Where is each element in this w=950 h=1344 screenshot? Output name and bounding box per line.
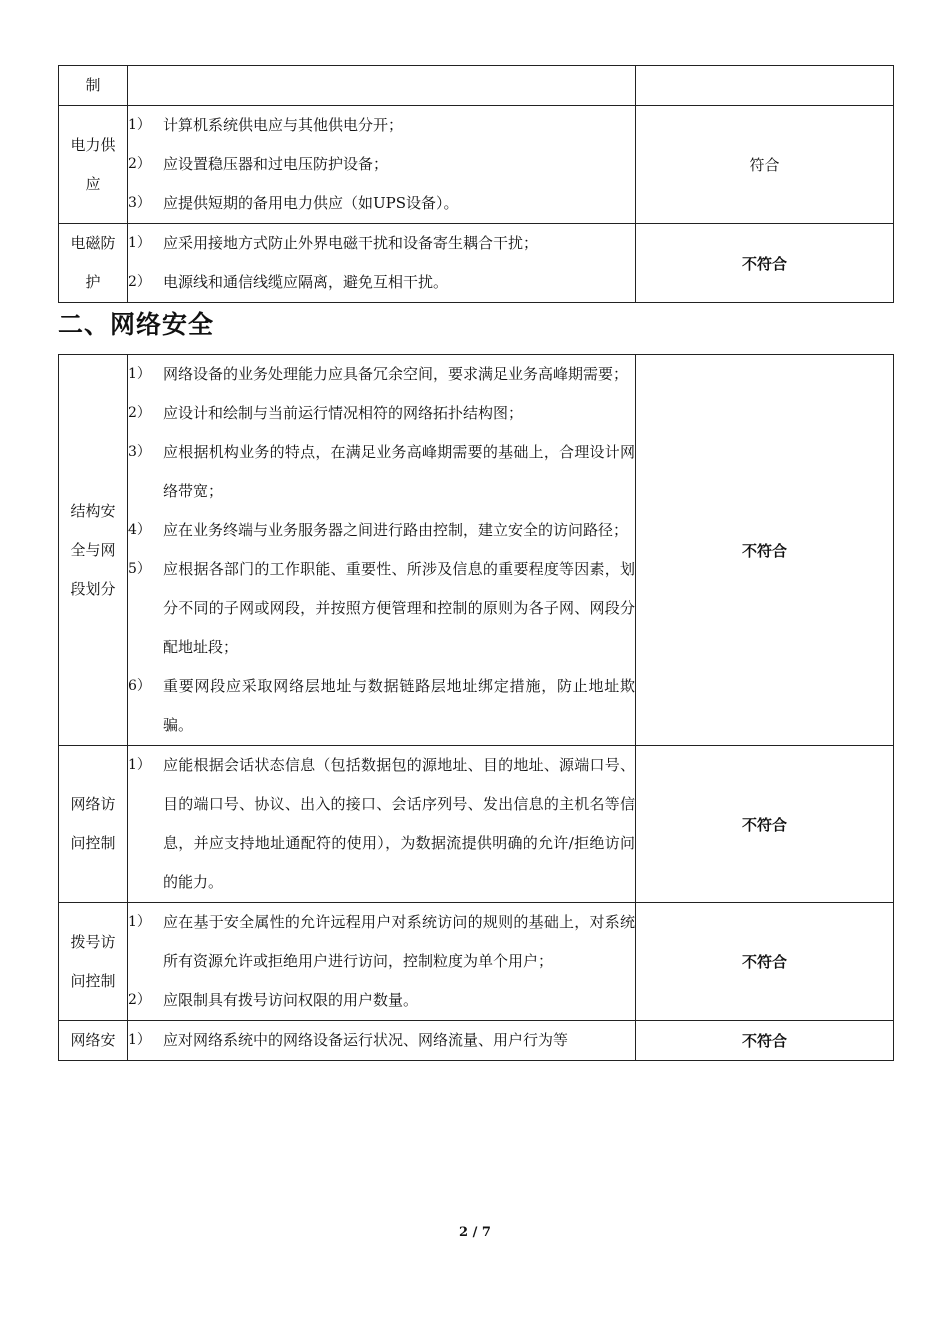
item-number: 1） (128, 117, 151, 133)
verdict-label: 不符合 (741, 1032, 787, 1050)
item-number: 1） (128, 1032, 151, 1048)
item-text: 应采用接地方式防止外界电磁干扰和设备寄生耦合干扰； (163, 234, 539, 252)
item-text: 应限制具有拨号访问权限的用户数量。 (163, 991, 419, 1009)
verdict-cell (636, 224, 894, 303)
requirement-item (128, 667, 635, 745)
item-number: 1） (128, 235, 151, 251)
item-text: 应提供短期的备用电力供应（如UPS设备）。 (163, 194, 459, 212)
item-text: 应设计和绘制与当前运行情况相符的网络拓扑结构图； (163, 404, 524, 422)
category-label: 网络访问控制 (70, 795, 116, 852)
network-security-table (58, 354, 894, 1061)
verdict-label: 不符合 (741, 541, 787, 560)
requirements-cell (128, 66, 636, 106)
category-label: 电力供应 (70, 135, 116, 193)
requirement-item (128, 981, 635, 1020)
item-text: 应对网络系统中的网络设备运行状况、网络流量、用户行为等 (163, 1031, 569, 1049)
item-text: 应能根据会话状态信息（包括数据包的源地址、目的地址、源端口号、目的端口号、协议、出入的接口、会话序列号、发出信息的主机名等信息，并应支持地址通配符的使用），为数据流提供明确的允许/拒绝访问的能力。 (163, 756, 635, 891)
item-number: 3） (128, 444, 151, 460)
verdict-cell (636, 746, 894, 903)
requirement-item (128, 106, 635, 145)
requirements-cell (128, 1021, 636, 1061)
item-text: 应在业务终端与业务服务器之间进行路由控制，建立安全的访问路径； (163, 521, 629, 539)
table-row (59, 903, 894, 1021)
item-text: 计算机系统供电应与其他供电分开； (163, 116, 404, 134)
verdict-label: 不符合 (741, 953, 787, 971)
category-cell (59, 66, 128, 106)
requirement-item (128, 746, 635, 902)
category-cell (59, 746, 128, 903)
item-number: 5） (128, 561, 151, 577)
page-separator: / (472, 1225, 478, 1240)
category-cell (59, 355, 128, 746)
category-label: 拨号访问控制 (70, 932, 116, 990)
requirement-item (128, 550, 635, 667)
requirements-cell (128, 224, 636, 303)
requirements-cell (128, 746, 636, 903)
item-text: 电源线和通信线缆应隔离，避免互相干扰。 (163, 273, 449, 291)
item-text: 应设置稳压器和过电压防护设备； (163, 155, 389, 173)
page-footer (0, 1225, 950, 1240)
requirement-item (128, 145, 635, 184)
table-row (59, 106, 894, 224)
item-number: 4） (128, 522, 151, 538)
item-text: 重要网段应采取网络层地址与数据链路层地址绑定措施，防止地址欺骗。 (163, 677, 635, 734)
category-label: 结构安全与网段划分 (70, 501, 116, 598)
requirement-item (128, 355, 635, 394)
item-number: 2） (128, 156, 151, 172)
table-row (59, 66, 894, 106)
verdict-cell (636, 106, 894, 224)
requirement-item (128, 433, 635, 511)
item-text: 网络设备的业务处理能力应具备冗余空间，要求满足业务高峰期需要； (163, 365, 629, 383)
item-text: 应根据机构业务的特点，在满足业务高峰期需要的基础上，合理设计网络带宽； (163, 443, 635, 500)
requirement-item (128, 903, 635, 981)
category-cell (59, 106, 128, 224)
requirement-item (128, 1021, 635, 1060)
item-text: 应在基于安全属性的允许远程用户对系统访问的规则的基础上，对系统所有资源允许或拒绝用户进行访问，控制粒度为单个用户； (163, 913, 635, 970)
table-row (59, 1021, 894, 1061)
table-row (59, 746, 894, 903)
verdict-cell (636, 66, 894, 106)
requirement-item (128, 511, 635, 550)
verdict-cell (636, 903, 894, 1021)
category-label: 电磁防护 (70, 234, 116, 291)
page-number: 2 (459, 1225, 469, 1240)
table-row (59, 355, 894, 746)
item-text: 应根据各部门的工作职能、重要性、所涉及信息的重要程度等因素，划分不同的子网或网段，并按照方便管理和控制的原则为各子网、网段分配地址段； (163, 560, 635, 656)
requirement-item (128, 263, 635, 302)
item-number: 2） (128, 992, 151, 1008)
requirement-item (128, 184, 635, 223)
item-number: 1） (128, 366, 151, 382)
verdict-label: 符合 (749, 156, 780, 174)
item-number: 2） (128, 274, 151, 290)
physical-security-table (58, 65, 894, 303)
requirements-cell (128, 106, 636, 224)
category-label: 制 (85, 76, 101, 94)
section-heading: 二、网络安全 (58, 310, 215, 339)
table-row (59, 224, 894, 303)
category-cell (59, 224, 128, 303)
item-number: 3） (128, 195, 151, 211)
category-label: 网络安 (70, 1031, 116, 1049)
requirements-cell (128, 355, 636, 746)
requirement-item (128, 394, 635, 433)
requirements-cell (128, 903, 636, 1021)
item-number: 2） (128, 405, 151, 421)
page-total: 7 (481, 1225, 491, 1240)
item-number: 1） (128, 757, 151, 773)
requirement-item (128, 224, 635, 263)
item-number: 6） (128, 678, 151, 694)
verdict-cell (636, 1021, 894, 1061)
category-cell (59, 903, 128, 1021)
verdict-cell (636, 355, 894, 746)
item-number: 1） (128, 914, 151, 930)
category-cell (59, 1021, 128, 1061)
verdict-label: 不符合 (741, 815, 787, 834)
verdict-label: 不符合 (741, 254, 787, 273)
